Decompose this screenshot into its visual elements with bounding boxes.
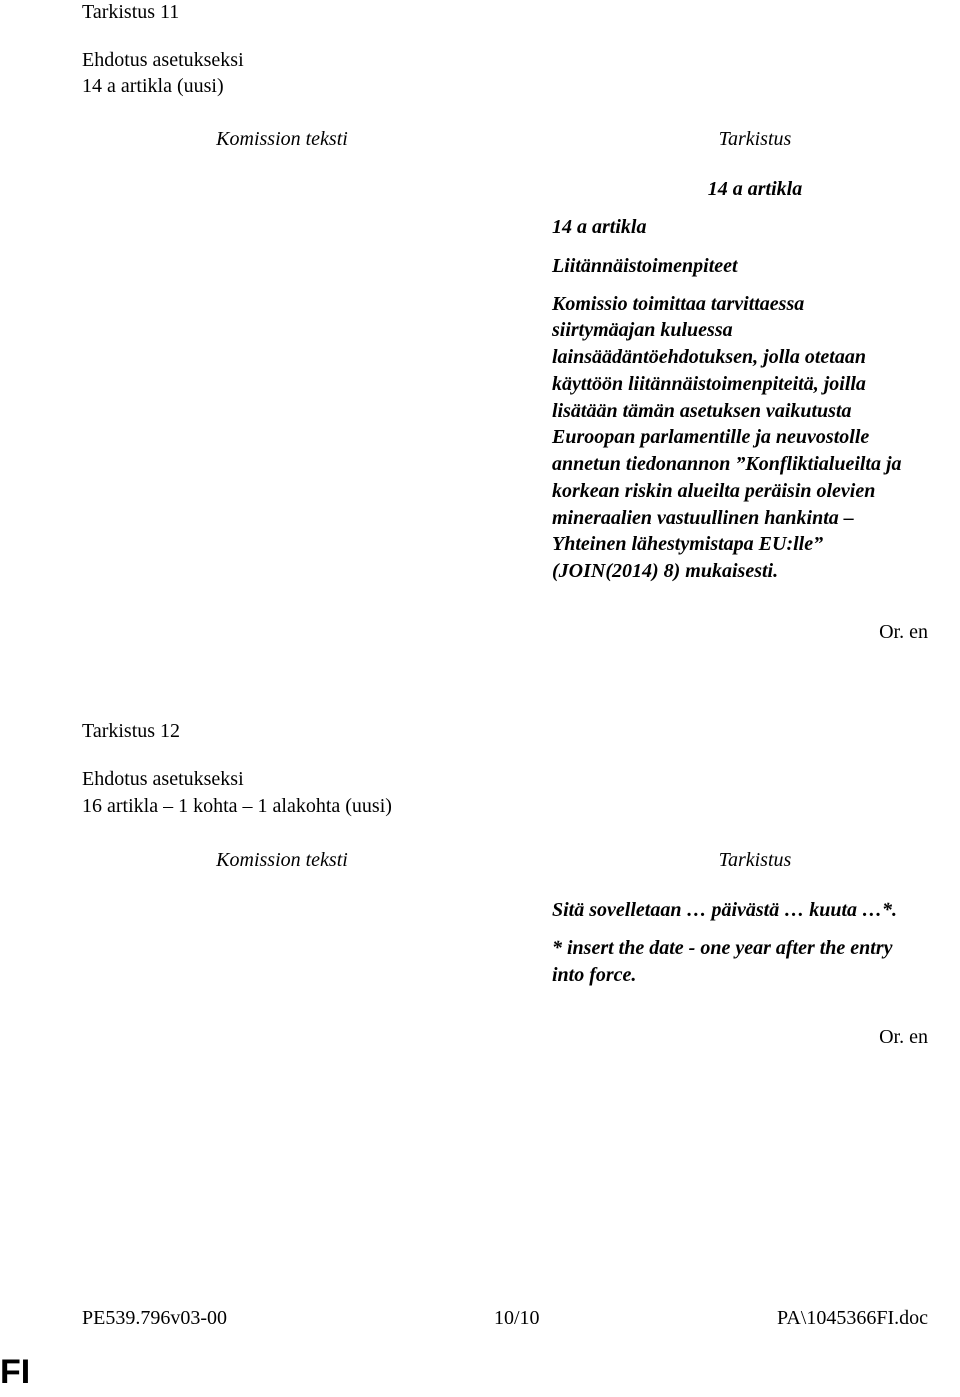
body-line: mineraalien vastuullinen hankinta – — [552, 507, 854, 529]
footer-page-number: 10/10 — [494, 1307, 540, 1329]
proposal-line: Ehdotus asetukseksi — [82, 49, 244, 71]
body-line: käyttöön liitännäistoimenpiteitä, joilla — [552, 373, 866, 395]
commission-text-header: Komission teksti — [216, 128, 348, 150]
amendment-text-header: Tarkistus — [718, 849, 792, 871]
body-line: lainsäädäntöehdotuksen, jolla otetaan — [552, 346, 866, 368]
article-line: 16 artikla – 1 kohta – 1 alakohta (uusi) — [82, 795, 392, 817]
new-article-heading: 14 a artikla — [707, 178, 803, 200]
language-code: FI — [0, 1353, 31, 1391]
body-line: Euroopan parlamentille ja neuvostolle — [552, 426, 870, 448]
footnote-line: into force. — [552, 964, 637, 986]
body-line: annetun tiedonannon ”Konfliktialueilta ja — [552, 453, 902, 475]
proposal-line: Ehdotus asetukseksi — [82, 768, 244, 790]
footnote-line: * insert the date - one year after the entry — [552, 937, 893, 959]
body-line: lisätään tämän asetuksen vaikutusta — [552, 400, 852, 422]
body-line: (JOIN(2014) 8) mukaisesti. — [552, 560, 779, 582]
original-language: Or. en — [879, 621, 928, 643]
body-line: Komissio toimittaa tarvittaessa — [552, 293, 805, 315]
article-line: 14 a artikla (uusi) — [82, 75, 224, 97]
body-line: Yhteinen lähestymistapa EU:lle” — [552, 533, 824, 555]
article-title: Liitännäistoimenpiteet — [552, 255, 738, 277]
amendment-number: Tarkistus 11 — [82, 1, 180, 23]
original-language: Or. en — [879, 1026, 928, 1048]
article-label: 14 a artikla — [552, 216, 647, 238]
footer-file-ref: PA\1045366FI.doc — [777, 1307, 928, 1329]
body-line: korkean riskin alueilta peräisin olevien — [552, 480, 876, 502]
amendment-text-header: Tarkistus — [718, 128, 792, 150]
commission-text-header: Komission teksti — [216, 849, 348, 871]
body-line: Sitä sovelletaan … päivästä … kuuta …*. — [552, 899, 898, 921]
amendment-number: Tarkistus 12 — [82, 720, 181, 742]
body-line: siirtymäajan kuluessa — [552, 319, 733, 341]
footer-doc-ref: PE539.796v03-00 — [82, 1307, 227, 1329]
